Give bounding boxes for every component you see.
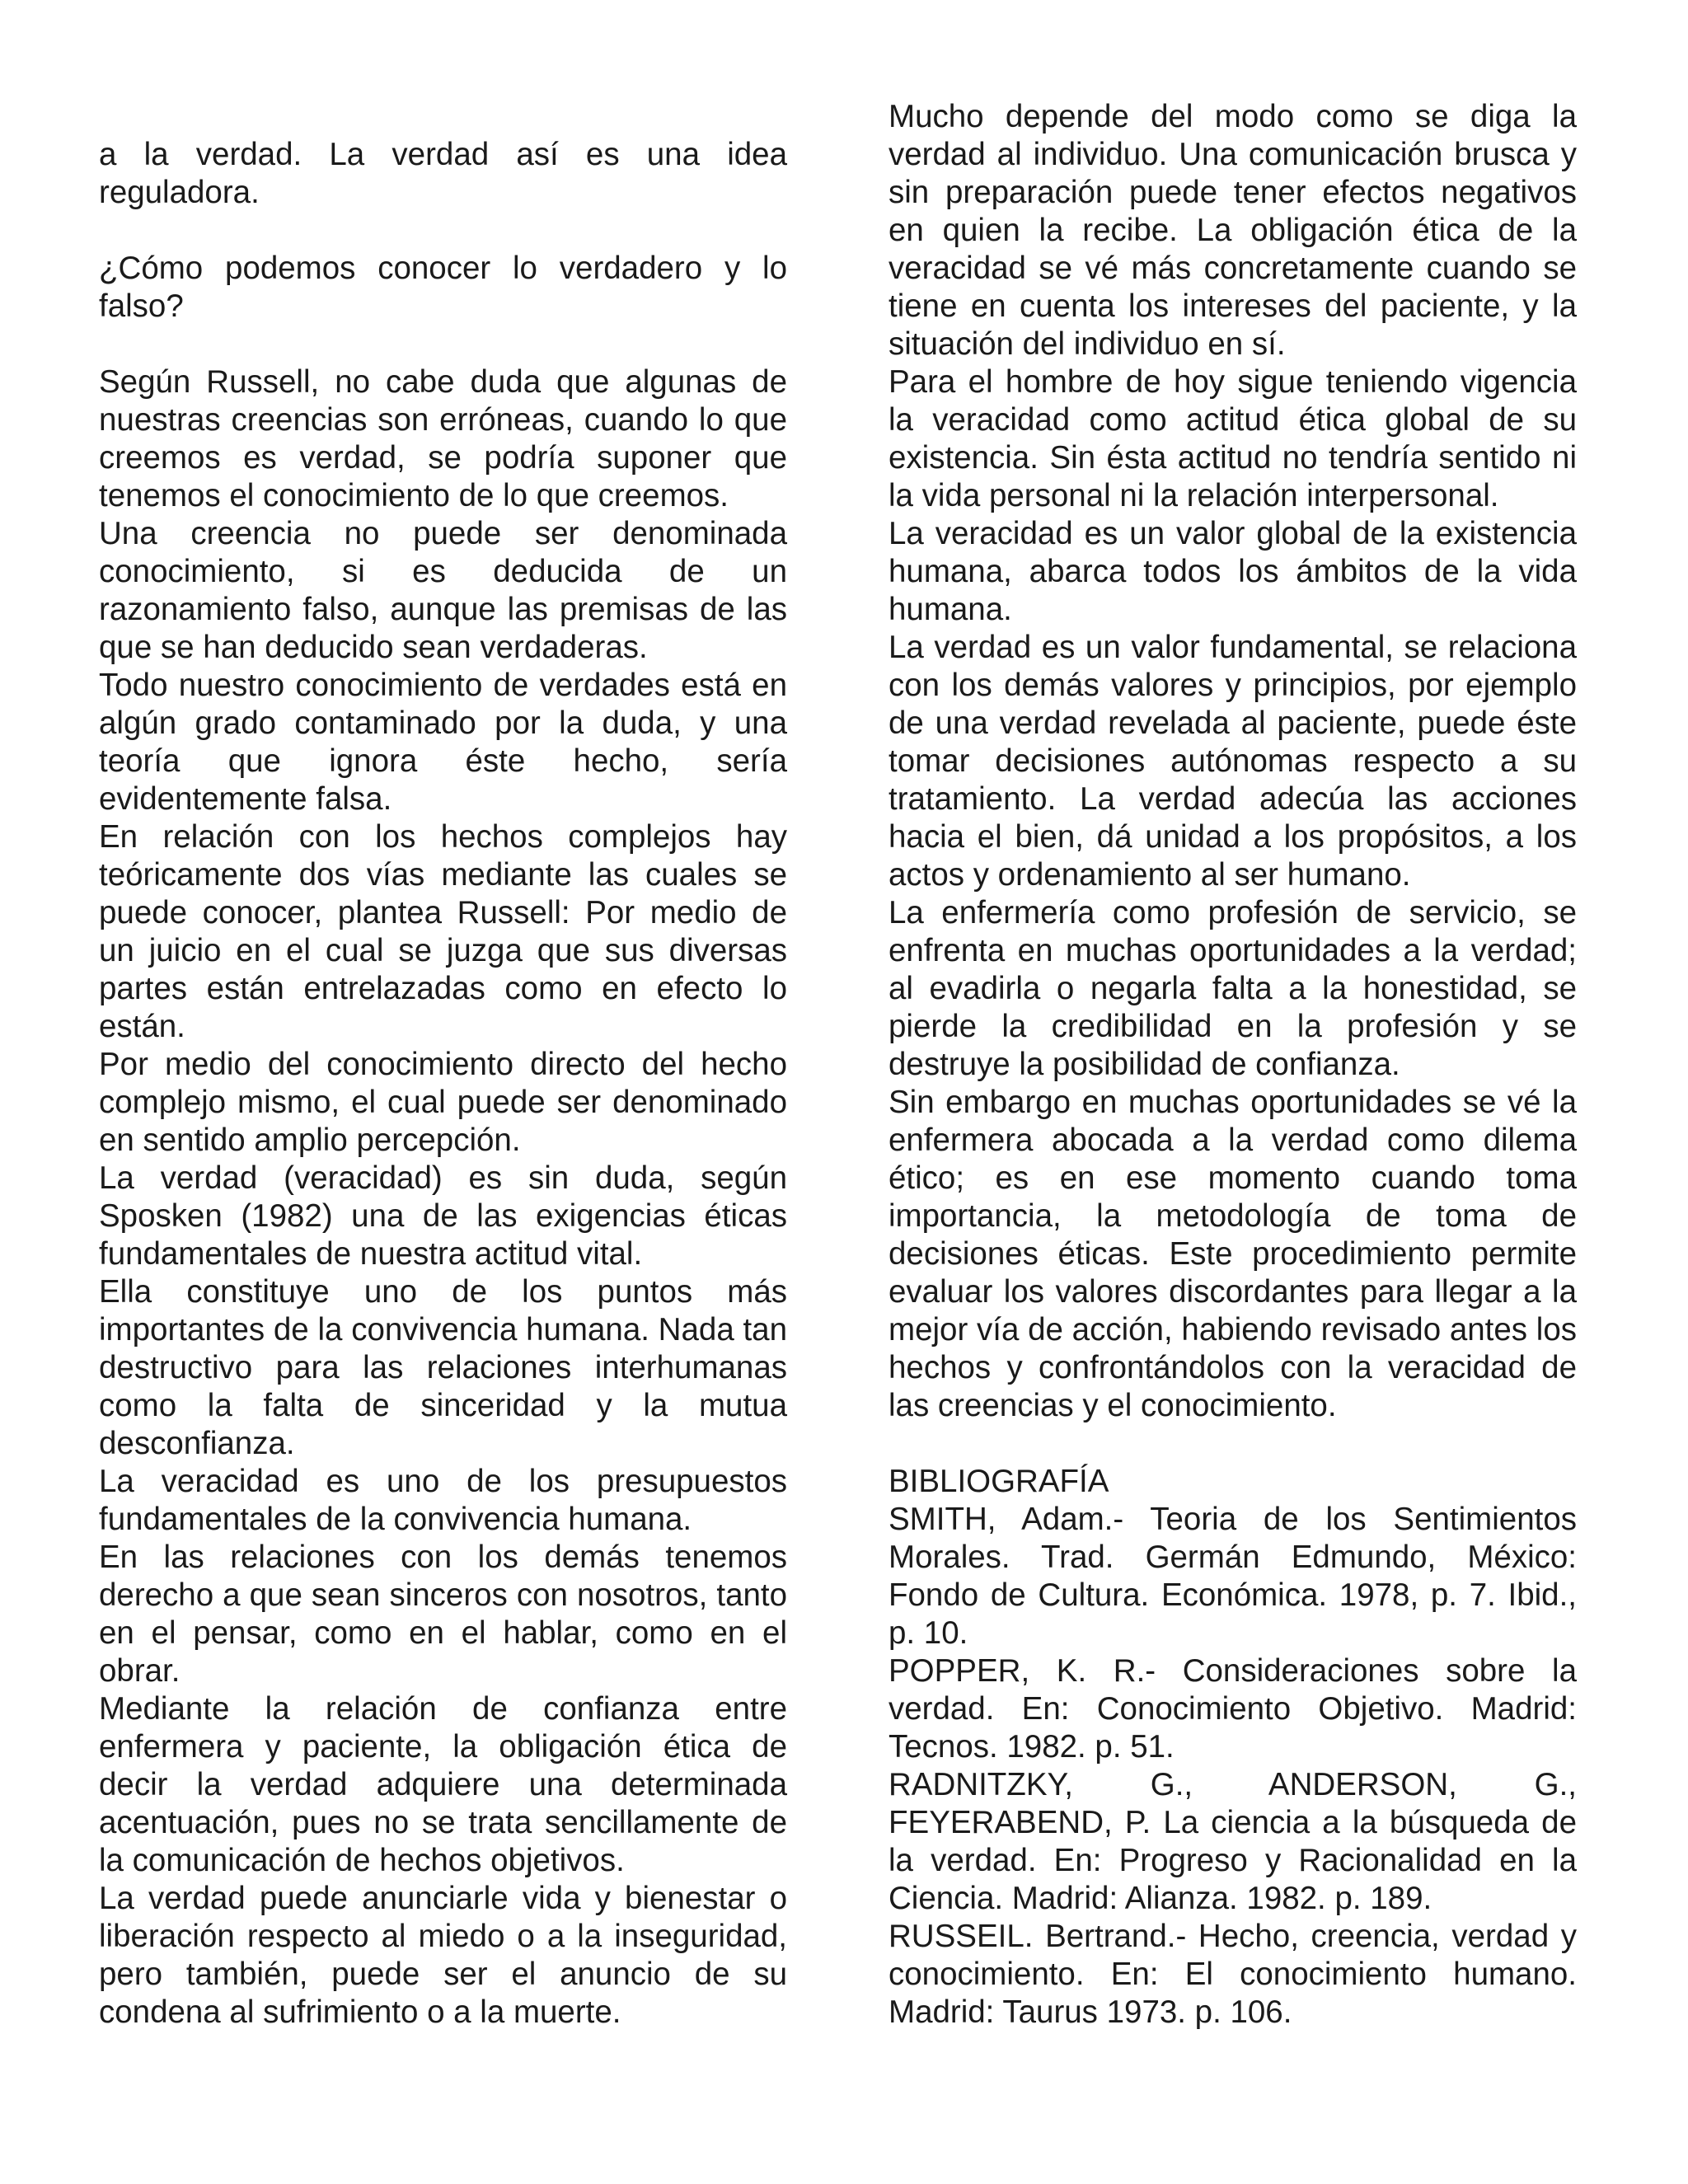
paragraph: Sin embargo en muchas oportunidades se vé la enfermera abocada a la verdad como dilema ético; es en ese momento cuando toma importancia, la metodología de toma de decisiones éticas. Este procedimiento permite evaluar los valores discordantes para llegar a la mejor vía de acción, habiendo revisado antes los hechos y confrontándolos con la veracidad de las creencias y el conocimiento. <box>889 1085 1577 1423</box>
right-column <box>889 98 1577 2032</box>
paragraph: Todo nuestro conocimiento de verdades está en algún grado contaminado por la duda, y una teoría que ignora éste hecho, sería evidentemente falsa. <box>99 668 787 817</box>
paragraph: En relación con los hechos complejos hay teóricamente dos vías mediante las cuales se puede conocer, plantea Russell: Por medio de un juicio en el cual se juzga que sus diversas partes están entrelazadas como en efecto lo están. <box>99 819 787 1044</box>
paragraph: La verdad (veracidad) es sin duda, según Sposken (1982) una de las exigencias éticas fundamentales de nuestra actitud vital. <box>99 1160 787 1272</box>
paragraph: La veracidad es uno de los presupuestos fundamentales de la convivencia humana. <box>99 1464 787 1537</box>
paragraph: Mucho depende del modo como se diga la verdad al individuo. Una comunicación brusca y sin preparación puede tener efectos negativos en quien la recibe. La obligación ética de la veracidad se vé más concretamente cuando se tiene en cuenta los intereses del paciente, y la situación del individuo en sí. <box>889 99 1577 362</box>
paragraph: Mediante la relación de confianza entre enfermera y paciente, la obligación ética de decir la verdad adquiere una determinada acentuación, pues no se trata sencillamente de la comunicación de hechos objetivos. <box>99 1691 787 1878</box>
paragraph: Según Russell, no cabe duda que algunas de nuestras creencias son erróneas, cuando lo que creemos es verdad, se podría suponer que tenemos el conocimiento de lo que creemos. <box>99 364 787 513</box>
bibliography-heading: BIBLIOGRAFÍA <box>889 1464 1109 1499</box>
paragraph: La verdad es un valor fundamental, se relaciona con los demás valores y principios, por ejemplo de una verdad revelada al paciente, puede éste tomar decisiones autónomas respecto a su tratamiento. La verdad adecúa las acciones hacia el bien, dá unidad a los propósitos, a los actos y ordenamiento al ser humano. <box>889 630 1577 893</box>
paragraph: Ella constituye uno de los puntos más importantes de la convivencia humana. Nada tan destructivo para las relaciones interhumanas como la falta de sinceridad y la mutua desconfianza. <box>99 1274 787 1461</box>
paragraph: Para el hombre de hoy sigue teniendo vigencia la veracidad como actitud ética global de su existencia. Sin ésta actitud no tendría sentido ni la vida personal ni la relación interpersonal. <box>889 364 1577 513</box>
bibliography-entry: SMITH, Adam.- Teoria de los Sentimientos Morales. Trad. Germán Edmundo, México: Fondo de Cultura. Económica. 1978, p. 7. Ibid., p. 10. <box>889 1502 1577 1651</box>
paragraph: Una creencia no puede ser denominada conocimiento, si es deducida de un razonamiento falso, aunque las premisas de las que se han deducido sean verdaderas. <box>99 516 787 665</box>
paragraph: En las relaciones con los demás tenemos derecho a que sean sinceros con nosotros, tanto en el pensar, como en el hablar, como en el obrar. <box>99 1540 787 1689</box>
paragraph: a la verdad. La verdad así es una idea reguladora. <box>99 137 787 210</box>
bibliography-entry: RUSSEIL. Bertrand.- Hecho, creencia, verdad y conocimiento. En: El conocimiento humano. Madrid: Taurus 1973. p. 106. <box>889 1919 1577 2030</box>
paragraph: La verdad puede anunciarle vida y bienestar o liberación respecto al miedo o a la inseguridad, pero también, puede ser el anuncio de su condena al sufrimiento o a la muerte. <box>99 1881 787 2030</box>
paragraph: La veracidad es un valor global de la existencia humana, abarca todos los ámbitos de la vida humana. <box>889 516 1577 627</box>
bibliography-entry: POPPER, K. R.- Consideraciones sobre la verdad. En: Conocimiento Objetivo. Madrid: Tecnos. 1982. p. 51. <box>889 1653 1577 1765</box>
left-column <box>99 136 787 2032</box>
paragraph: La enfermería como profesión de servicio, se enfrenta en muchas oportunidades a la verdad; al evadirla o negarla falta a la honestidad, se pierde la credibilidad en la profesión y se destruye la posibilidad de confianza. <box>889 895 1577 1082</box>
bibliography-entry: RADNITZKY, G., ANDERSON, G., FEYERABEND, P. La ciencia a la búsqueda de la verdad. En: Progreso y Racionalidad en la Ciencia. Madrid: Alianza. 1982. p. 189. <box>889 1767 1577 1916</box>
paragraph: ¿Cómo podemos conocer lo verdadero y lo falso? <box>99 251 787 324</box>
paragraph: Por medio del conocimiento directo del hecho complejo mismo, el cual puede ser denominado en sentido amplio percepción. <box>99 1047 787 1158</box>
